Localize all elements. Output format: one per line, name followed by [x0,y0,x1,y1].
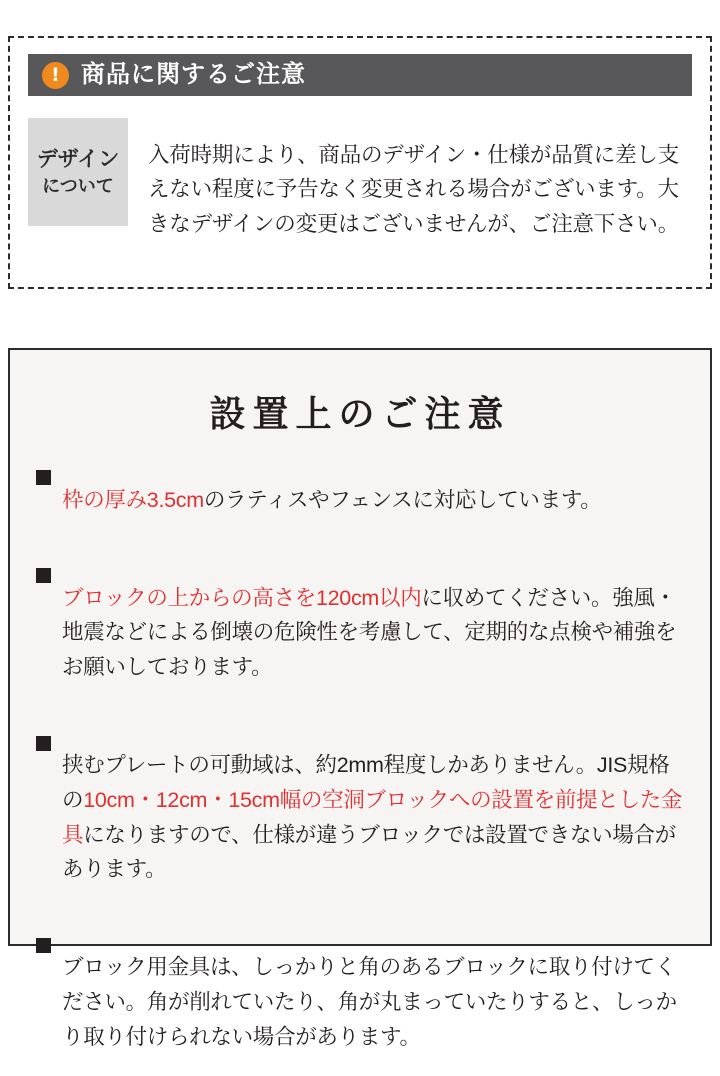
exclamation-icon: ! [42,62,69,89]
list-item-text [62,483,602,518]
list-item-text [62,748,684,887]
list-item [36,929,684,1076]
design-tag-line2: について [42,176,114,197]
notice-body [28,114,692,263]
plain-text: 挟むプレートの可動域は、約2mm程度しかありません。JIS規格の [62,753,670,812]
installation-notice-box [8,348,712,1049]
square-bullet-icon [36,470,51,485]
list-item [36,559,684,706]
list-item-text [62,581,684,685]
page-title: 設置上のご注意 [209,393,511,434]
square-bullet-icon [36,938,51,953]
notice-header [28,54,692,96]
list-item-text [62,950,684,1054]
plain-text: ブロック用金具は、しっかりと角のあるブロックに取り付けてください。角が削れていたり、角が丸まっていたりすると、しっかり取り付けられない場合があります。 [62,955,677,1049]
highlighted-text: ブロックの上からの高さを120cm以内 [62,585,422,610]
square-bullet-icon [36,568,51,583]
list-item [36,461,684,539]
plain-text: に収めてください。強風・地震などによる倒壊の危険性を考慮して、定期的な点検や補強をお願いしております。 [62,585,677,680]
highlighted-text: 10cm・12cm・15cm幅の空洞ブロックへの設置を前提とした金具 [62,787,683,847]
design-tag [28,118,128,226]
design-tag-line1: デザイン [36,147,120,171]
list-item [36,727,684,909]
notice-header-title: 商品に関するご注意 [81,61,306,88]
highlighted-text: 枠の厚み3.5cm [62,487,204,512]
plain-text: のラティスやフェンスに対応しています。 [203,487,602,512]
product-notice-box [8,36,712,289]
plain-text: になりますので、仕様が違うブロックでは設置できない場合があります。 [62,822,676,882]
notice-body-text: 入荷時期により、商品のデザイン・仕様が品質に差し支えない程度に予告なく変更される場合がございます。大きなデザインの変更はございませんが、ご注意下さい。 [148,142,679,237]
installation-item-list [36,461,684,1076]
square-bullet-icon [36,736,51,751]
